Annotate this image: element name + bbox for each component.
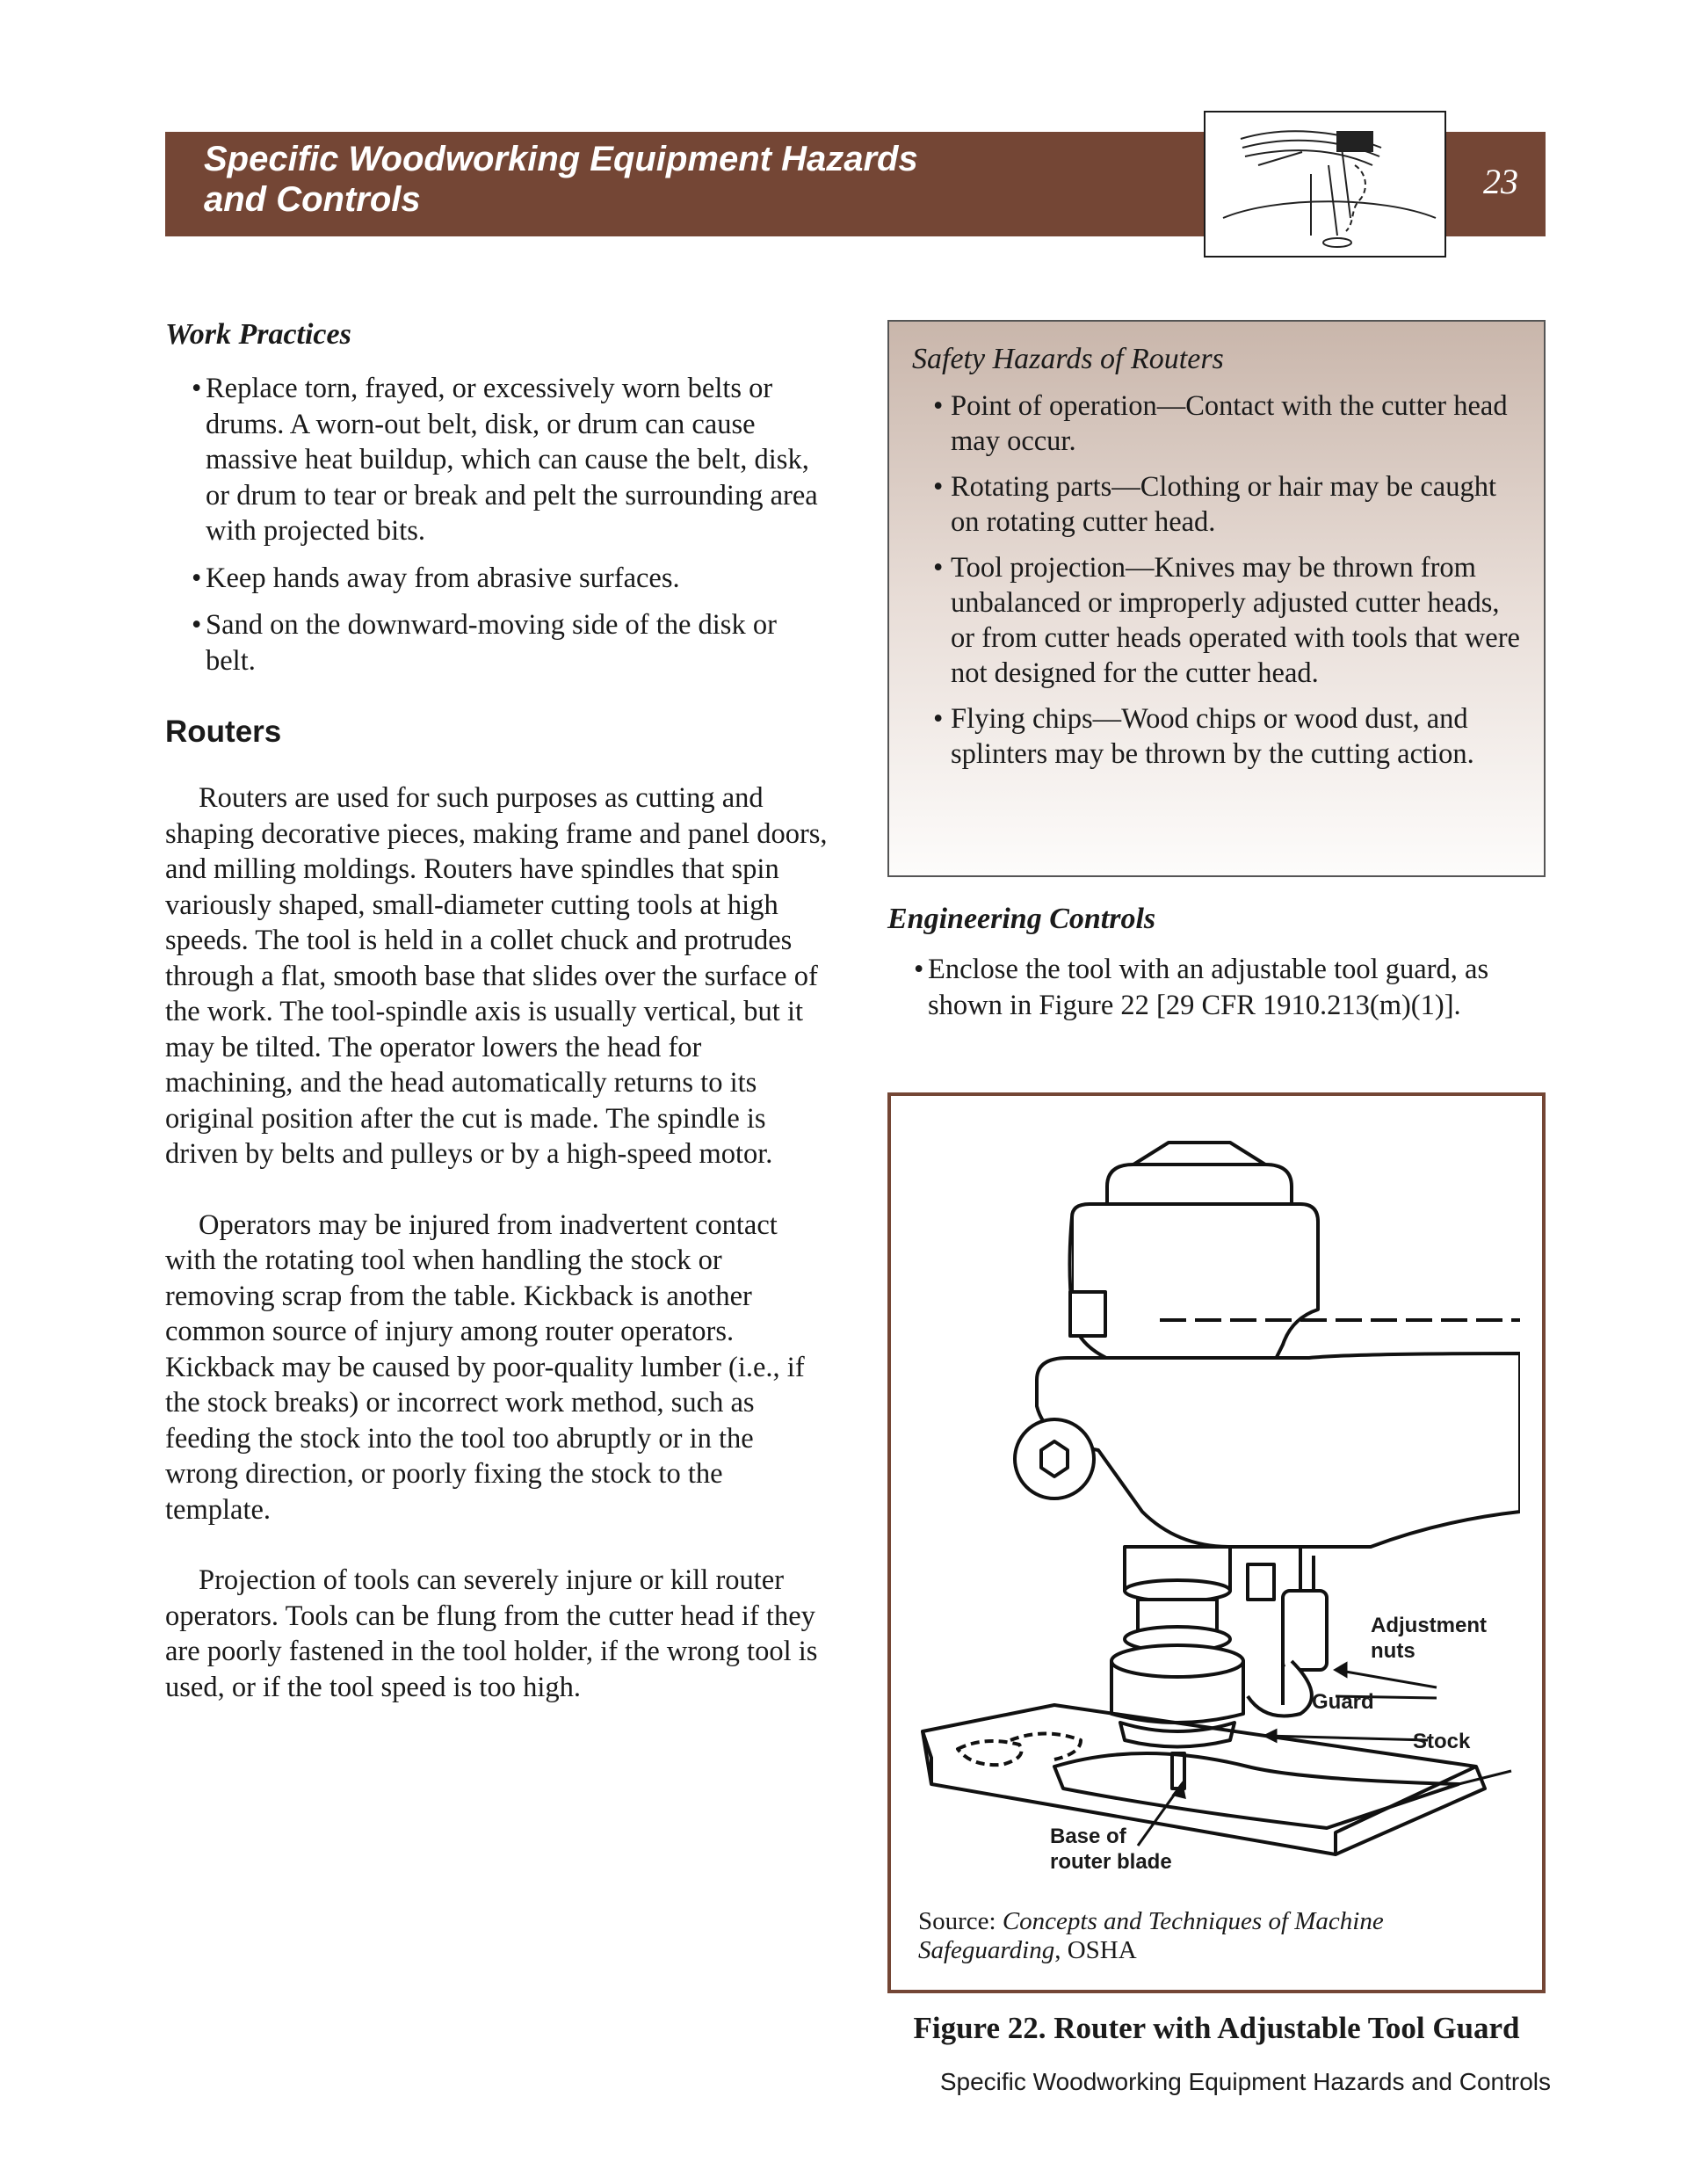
left-column xyxy=(165,316,829,1705)
work-practices-list xyxy=(165,371,829,678)
page-footer: Specific Woodworking Equipment Hazards and Controls xyxy=(939,2068,1551,2095)
routers-paragraph-2: Operators may be injured from inadvertent contact with the rotating tool when handling the stock or removing scrap from the table. Kickback is another common source of injury among router operators. Kickback may be caused by poor-quality lumber (i.e., if the stock breaks) or incorrect work method, such as feeding the stock into the tool too abruptly or in the wrong direction, or poorly fixing the stock to the template. xyxy=(165,1208,805,1526)
engineering-controls-list xyxy=(887,952,1546,1023)
page-number: 23 xyxy=(1483,162,1518,201)
header-saw-illustration xyxy=(1204,111,1446,258)
routers-paragraph-3: Projection of tools can severely injure or kill router operators. Tools can be flung from the cutter head if they are poorly fastened in the tool holder, if the wrong tool is used, or if the tool speed is too high. xyxy=(165,1564,818,1703)
source-prefix: Source: xyxy=(918,1907,1003,1935)
safety-hazards-heading: Safety Hazards of Routers xyxy=(912,343,1224,375)
list-item: • Enclose the tool with an adjustable tool guard, as shown in Figure 22 [29 CFR 1910.213(m)(1)]. xyxy=(887,952,1546,1023)
list-item: • Keep hands away from abrasive surfaces. xyxy=(165,561,829,597)
list-item: • Flying chips—Wood chips or wood dust, and splinters may be thrown by the cutting action. xyxy=(912,701,1521,772)
engineering-controls-section xyxy=(887,901,1546,1034)
work-practices-heading: Work Practices xyxy=(165,318,351,351)
safety-hazards-list xyxy=(912,388,1521,772)
source-suffix: , OSHA xyxy=(1054,1936,1137,1964)
list-item: • Replace torn, frayed, or excessively worn belts or drums. A worn-out belt, disk, or drum can cause massive heat buildup, which can cause the belt, disk, or drum to tear or break and pelt the surrounding area with projected bits. xyxy=(165,371,829,549)
router-illustration xyxy=(914,1134,1520,1890)
routers-heading: Routers xyxy=(165,715,282,749)
figure-caption: Figure 22. Router with Adjustable Tool Guard xyxy=(913,2011,1520,2045)
label-adjustment-nuts: Adjustment nuts xyxy=(1371,1614,1487,1663)
engineering-controls-heading: Engineering Controls xyxy=(887,903,1156,935)
list-item: • Rotating parts—Clothing or hair may be caught on rotating cutter head. xyxy=(912,469,1521,540)
list-item: • Point of operation—Contact with the cutter head may occur. xyxy=(912,388,1521,459)
safety-hazards-box xyxy=(887,320,1546,877)
list-item: • Sand on the downward-moving side of the disk or belt. xyxy=(165,607,829,678)
label-guard: Guard xyxy=(1312,1690,1374,1714)
page-title: Specific Woodworking Equipment Hazards and Controls xyxy=(204,140,918,219)
source-title: Concepts and Techniques of Machine Safeguarding xyxy=(918,1907,1384,1964)
list-item: • Tool projection—Knives may be thrown from unbalanced or improperly adjusted cutter heads, or from cutter heads operated with tools that were not designed for the cutter head. xyxy=(912,550,1521,691)
bandsaw-sketch-icon xyxy=(1206,112,1444,256)
label-base-of-router-blade: Base of router blade xyxy=(1050,1825,1172,1874)
routers-paragraph-1: Routers are used for such purposes as cutting and shaping decorative pieces, making frame and panel doors, and milling moldings. Routers have spindles that spin variously shaped, small-diameter cutting tools at high speeds. The tool is held in a collet chuck and protrudes through a flat, smooth base that slides over the surface of the work. The tool-spindle axis is usually vertical, but it may be tilted. The operator lowers the head for machining, and the head automatically returns to its original position after the cut is made. The spindle is driven by belts and pulleys or by a high-speed motor. xyxy=(165,782,828,1170)
label-stock: Stock xyxy=(1413,1730,1471,1753)
figure-source xyxy=(918,1907,1524,1965)
